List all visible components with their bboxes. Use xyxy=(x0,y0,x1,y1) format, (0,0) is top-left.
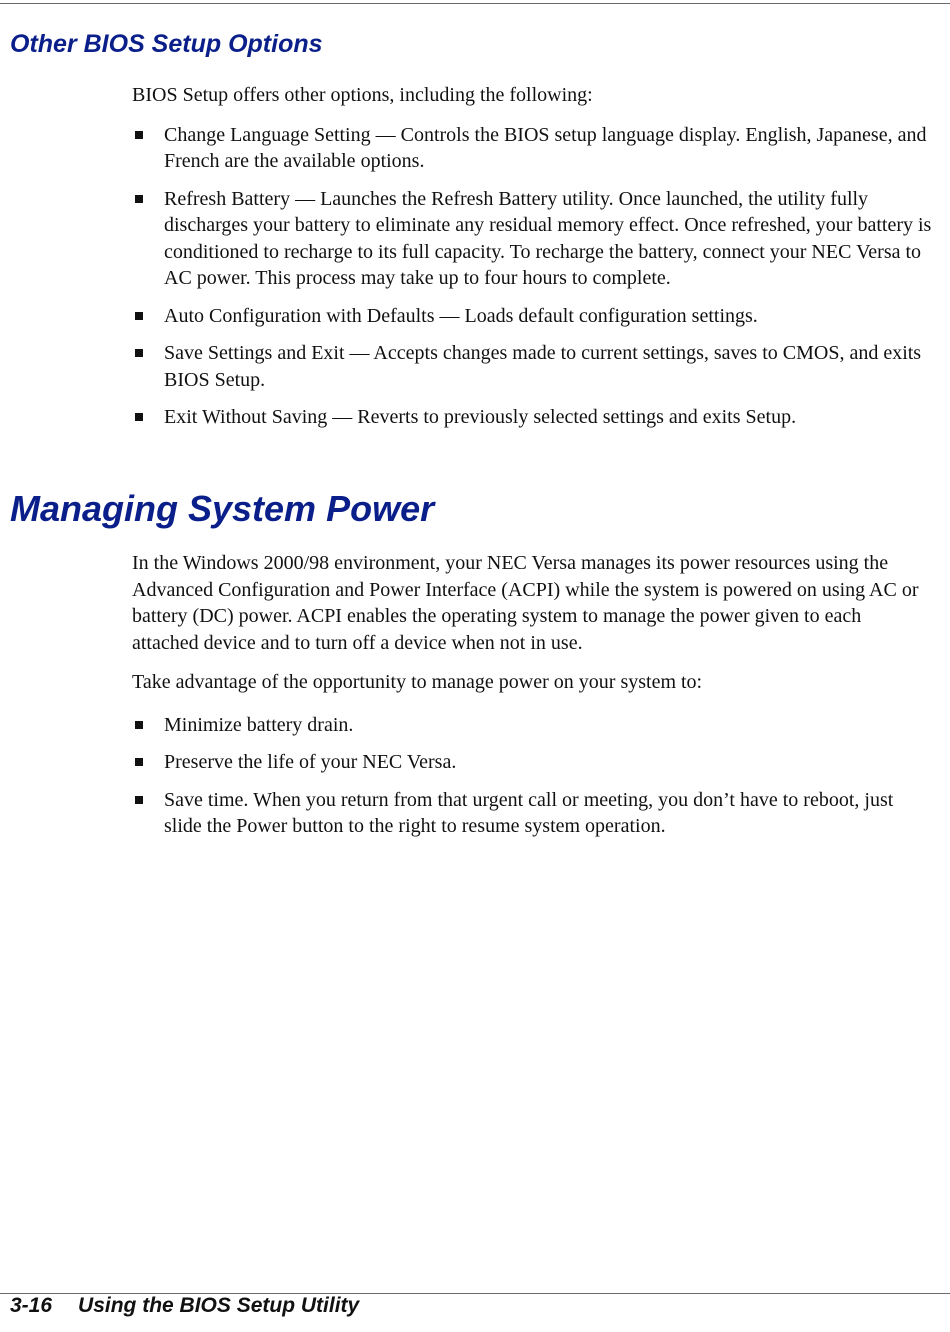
list-item-text: Exit Without Saving — Reverts to previously selected settings and exits Setup. xyxy=(164,406,797,428)
list-item xyxy=(132,787,932,840)
chapter-title: Using the BIOS Setup Utility xyxy=(78,1294,360,1317)
list-item-text: Refresh Battery — Launches the Refresh Battery utility. Once launched, the utility fully discharges your battery to eliminate any residual memory effect. Once refreshed, your battery is conditioned to recharge to its full capacity. To recharge the battery, connect your NEC Versa to AC power. This process may take up to four hours to complete. xyxy=(164,187,932,289)
section-heading-other-bios-options: Other BIOS Setup Options xyxy=(10,30,323,58)
page-footer xyxy=(10,1294,359,1318)
square-bullet-icon xyxy=(135,312,143,320)
bios-options-list xyxy=(132,122,932,431)
list-item-text: Preserve the life of your NEC Versa. xyxy=(164,751,457,773)
square-bullet-icon xyxy=(135,131,143,139)
square-bullet-icon xyxy=(135,721,143,729)
section-heading-managing-system-power: Managing System Power xyxy=(10,488,435,529)
list-item xyxy=(132,340,932,393)
square-bullet-icon xyxy=(135,349,143,357)
list-item xyxy=(132,749,932,776)
list-item-text: Save time. When you return from that urgent call or meeting, you don’t have to reboot, just slide the Power button to the right to resume system operation. xyxy=(164,788,894,837)
list-item xyxy=(132,186,932,292)
power-paragraph: In the Windows 2000/98 environment, your NEC Versa manages its power resources using the Advanced Configuration and Power Interface (ACPI) while the system is powered on using AC or battery (DC) power. ACPI enables the operating system to manage the power given to each attached device and to turn off a device when not in use. xyxy=(132,552,919,654)
list-item xyxy=(132,712,932,739)
power-benefits-list xyxy=(132,712,932,840)
top-rule xyxy=(0,3,950,4)
page-number: 3-16 xyxy=(10,1294,53,1317)
square-bullet-icon xyxy=(135,796,143,804)
list-item-text: Change Language Setting — Controls the BIOS setup language display. English, Japanese, and French are the available options. xyxy=(164,123,927,172)
list-item xyxy=(132,122,932,175)
list-item xyxy=(132,404,932,431)
square-bullet-icon xyxy=(135,413,143,421)
intro-paragraph: BIOS Setup offers other options, including the following: xyxy=(132,84,593,106)
list-item xyxy=(132,303,932,330)
square-bullet-icon xyxy=(135,758,143,766)
section-managing-system-power xyxy=(132,550,932,840)
section-other-bios-options xyxy=(132,82,932,431)
square-bullet-icon xyxy=(135,195,143,203)
list-item-text: Auto Configuration with Defaults — Loads default configuration settings. xyxy=(164,304,758,327)
list-item-text: Save Settings and Exit — Accepts changes made to current settings, saves to CMOS, and exits BIOS Setup. xyxy=(164,342,922,391)
power-lead-paragraph: Take advantage of the opportunity to manage power on your system to: xyxy=(132,671,703,693)
list-item-text: Minimize battery drain. xyxy=(164,713,354,736)
